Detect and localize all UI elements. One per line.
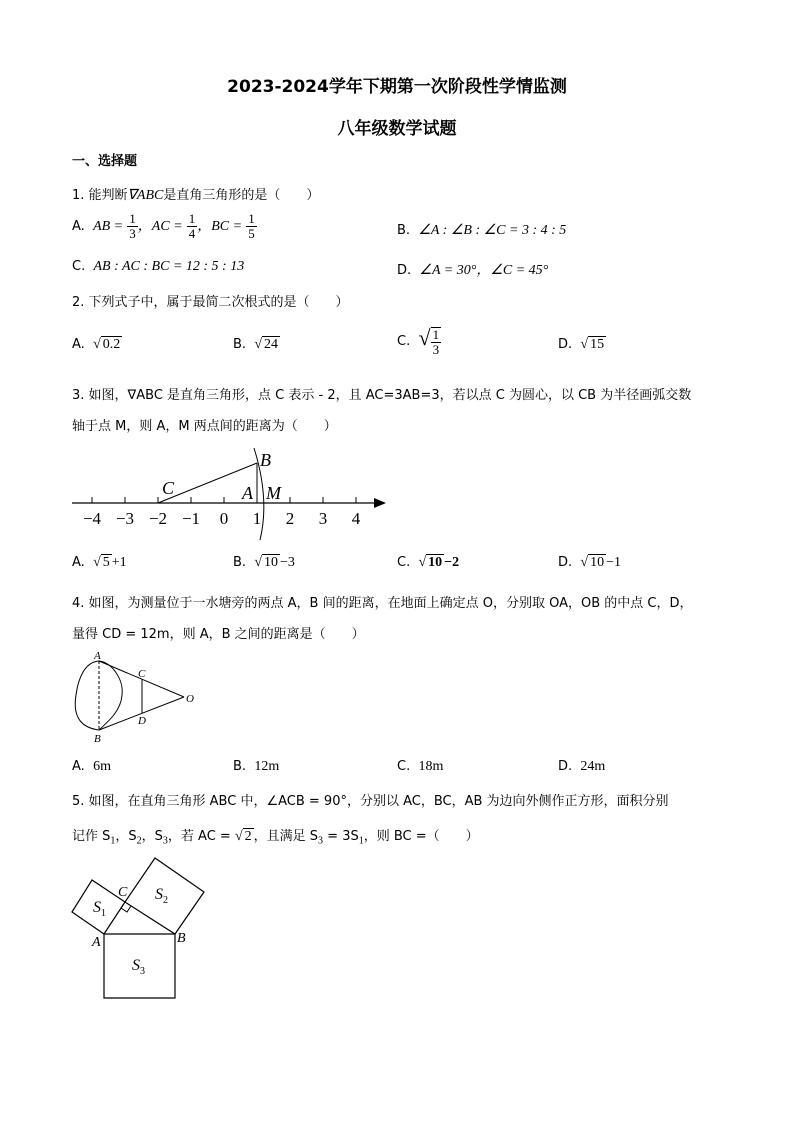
- option-label: D.: [558, 759, 573, 774]
- page-subtitle: 八年级数学试题: [337, 119, 457, 139]
- expr-tail: −2: [444, 555, 460, 570]
- point-c-label: C: [118, 885, 128, 900]
- tick-label: −1: [181, 509, 201, 528]
- sqrt: √ 2: [234, 829, 252, 844]
- question-5-stem-line2: 记作 $S_1$，$S_2$，$S_3$，若 AC = √ 2 ，且满足 $S_3 = 3S_1$，则 BC =（ ）: [72, 829, 479, 847]
- option-label: C.: [397, 334, 411, 349]
- q2-option-a[interactable]: [72, 337, 122, 353]
- question-5-stem-line1: 5. 如图，在直角三角形 ABC 中，∠ACB = 90°，分别以 AC，BC，AB 为边向外侧作正方形，面积分别: [72, 794, 669, 809]
- q4-pond-figure: [66, 650, 206, 745]
- option-label: A.: [72, 759, 85, 774]
- q4-option-d[interactable]: [558, 759, 605, 775]
- section-title: 一、选择题: [72, 154, 138, 169]
- tick-label: 4: [351, 509, 361, 528]
- point-c-label: C: [162, 478, 175, 498]
- option-label: D.: [558, 337, 573, 352]
- sqrt: √ 10: [580, 555, 605, 570]
- tick-label: −2: [148, 509, 168, 528]
- q1-d-text: ∠A = 30°，∠C = 45°: [419, 263, 549, 278]
- tick-label: −4: [82, 509, 102, 528]
- option-text: 24m: [580, 759, 606, 774]
- sqrt: √ 24: [254, 337, 279, 352]
- sqrt: √ 10: [418, 555, 443, 570]
- option-label: B.: [233, 555, 247, 570]
- q3-option-d[interactable]: [558, 555, 621, 571]
- q3-option-b[interactable]: [233, 555, 295, 571]
- q4-option-a[interactable]: [72, 759, 111, 775]
- point-c-label: C: [138, 668, 146, 680]
- question-4-stem-line1: 4. 如图，为测量位于一水塘旁的两点 A，B 间的距离，在地面上确定点 O，分别取 OA，OB 的中点 C，D，: [72, 596, 693, 611]
- option-label: C.: [397, 555, 411, 570]
- option-label: A.: [72, 219, 85, 234]
- point-a-label: A: [242, 483, 253, 503]
- q3-option-a[interactable]: [72, 555, 127, 571]
- q1-c-text: AB : AC : BC = 12 : 5 : 13: [93, 259, 245, 274]
- point-a-label: A: [92, 935, 101, 950]
- q1-a-ac: ，AC =: [137, 219, 183, 234]
- s2-label: $S_2$: [155, 886, 168, 906]
- q1-a-ab: AB =: [93, 219, 124, 234]
- question-1-stem: [72, 184, 319, 204]
- axis-arrow-icon: [374, 498, 386, 508]
- page-title: 2023-2024学年下期第一次阶段性学情监测: [227, 77, 567, 97]
- tick-label: −3: [115, 509, 135, 528]
- question-2-stem: 2. 下列式子中，属于最简二次根式的是（ ）: [72, 295, 349, 310]
- point-b-label: B: [94, 733, 101, 745]
- option-label: B.: [233, 337, 247, 352]
- sqrt: √: [418, 325, 431, 350]
- tick-label: 1: [252, 509, 262, 528]
- q1-option-c[interactable]: [72, 259, 244, 275]
- option-label: A.: [72, 555, 85, 570]
- q5-squares-figure: [66, 852, 216, 1004]
- q1-option-a[interactable]: [72, 212, 257, 241]
- fraction: $\frac{1}{3}$: [432, 326, 440, 357]
- s1-label: $S_1$: [93, 899, 106, 919]
- option-label: A.: [72, 337, 85, 352]
- expr-tail: +1: [111, 555, 127, 570]
- point-o-label: O: [186, 693, 194, 705]
- option-label: C.: [72, 259, 86, 274]
- option-label: D.: [558, 555, 573, 570]
- q1-triangle: ∇ABC: [127, 188, 164, 203]
- option-label: D.: [397, 263, 412, 278]
- sqrt: √ 15: [580, 337, 605, 352]
- q4-option-b[interactable]: [233, 759, 279, 775]
- q1-stem-suffix: 是直角三角形的是（ ）: [163, 188, 320, 203]
- q2-option-c[interactable]: [397, 325, 441, 357]
- q1-a-bc: ，BC =: [197, 219, 243, 234]
- option-text: 18m: [418, 759, 444, 774]
- sqrt: √ 10: [254, 555, 279, 570]
- q1-option-d[interactable]: [397, 259, 548, 279]
- s3-label: $S_3$: [132, 957, 145, 977]
- question-3-stem-line2: 轴于点 M，则 A，M 两点间的距离为（ ）: [72, 419, 337, 434]
- q2-option-d[interactable]: [558, 337, 606, 353]
- sqrt: √ 5: [93, 555, 110, 570]
- q1-b-text: ∠A : ∠B : ∠C = 3 : 4 : 5: [418, 223, 567, 238]
- option-label: C.: [397, 759, 411, 774]
- q4-option-c[interactable]: [397, 759, 443, 775]
- fraction: $\frac{1}{4}$: [188, 211, 196, 241]
- option-label: B.: [233, 759, 247, 774]
- point-b-label: B: [177, 931, 186, 946]
- q3-option-c[interactable]: [397, 555, 459, 571]
- sqrt: √ 0.2: [93, 337, 121, 352]
- fraction: $\frac{1}{5}$: [248, 211, 255, 241]
- tick-label: 2: [285, 509, 295, 528]
- expr-tail: −1: [606, 555, 622, 570]
- point-a-label: A: [94, 650, 101, 662]
- question-3-stem-line1: 3. 如图，∇ABC 是直角三角形，点 C 表示 - 2，且 AC=3AB=3，若以点 C 为圆心，以 CB 为半径画弧交数: [72, 388, 692, 403]
- point-m-label: M: [266, 483, 281, 503]
- point-b-label: B: [260, 450, 271, 470]
- expr-tail: −3: [280, 555, 295, 570]
- q1-option-b[interactable]: [397, 222, 566, 239]
- question-4-stem-line2: 量得 CD = 12m，则 A，B 之间的距离是（ ）: [72, 627, 365, 642]
- tick-label: 0: [219, 509, 229, 528]
- tick-label: 3: [318, 509, 328, 528]
- option-label: B.: [397, 223, 411, 238]
- q3-number-line-figure: [70, 444, 400, 544]
- option-text: 12m: [254, 759, 280, 774]
- q1-stem-prefix: 1. 能判断: [72, 188, 128, 203]
- fraction: $\frac{1}{3}$: [129, 211, 136, 241]
- option-text: 6m: [93, 759, 111, 774]
- q2-option-b[interactable]: [233, 337, 280, 353]
- point-d-label: D: [138, 715, 146, 727]
